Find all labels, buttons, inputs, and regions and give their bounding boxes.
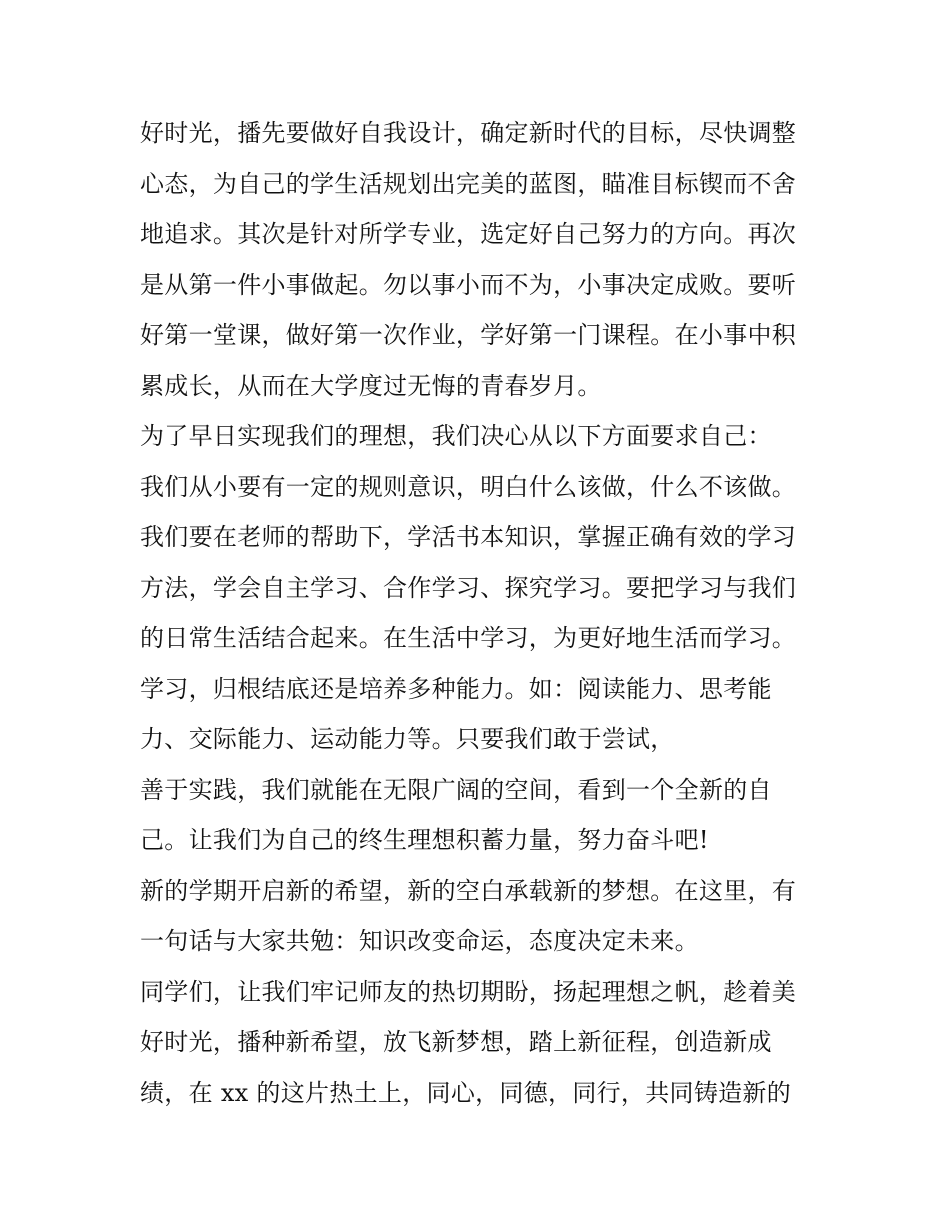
text-line: 己。让我们为自己的终生理想积蓄力量，努力奋斗吧! [140,826,709,854]
document-body [140,108,830,1118]
text-line: 方法，学会自主学习、合作学习、探究学习。要把学习与我们 [140,573,797,602]
text-line: 我们从小要有一定的规则意识，明白什么该做，什么不该做。 [140,472,797,501]
text-line: 新的学期开启新的希望，新的空白承载新的梦想。在这里，有 [140,876,797,905]
text-line: 力、交际能力、运动能力等。只要我们敢于尝试， [140,725,675,753]
text-line: 为了早日实现我们的理想，我们决心从以下方面要求自己： [140,422,772,450]
text-line: 好时光，播先要做好自我设计，确定新时代的目标，尽快调整 [140,119,797,147]
text-line: 好第一堂课，做好第一次作业，学好第一门课程。在小事中积 [140,321,797,349]
text-line: 绩，在 xx 的这片热土上，同心，同德，同行，共同铸造新的 [140,1078,792,1107]
text-line: 是从第一件小事做起。勿以事小而不为，小事决定成败。要听 [140,270,797,299]
text-line: 我们要在老师的帮助下，学活书本知识，掌握正确有效的学习 [140,523,797,551]
text-line: 心态，为自己的学生活规划出完美的蓝图，瞄准目标锲而不舍 [140,169,797,198]
text-line: 地追求。其次是针对所学专业，选定好自己努力的方向。再次 [140,220,797,248]
text-line: 善于实践，我们就能在无限广阔的空间，看到一个全新的自 [140,775,772,804]
text-line: 累成长，从而在大学度过无悔的青春岁月。 [140,371,602,400]
text-line: 的日常生活结合起来。在生活中学习，为更好地生活而学习。 [140,624,797,652]
text-line: 同学们，让我们牢记师友的热切期盼，扬起理想之帆，趁着美 [140,977,797,1006]
text-line: 一句话与大家共勉：知识改变命运，态度决定未来。 [140,927,699,955]
text-line: 学习，归根结底还是培养多种能力。如：阅读能力、思考能 [140,674,772,703]
text-line: 好时光，播种新希望，放飞新梦想，踏上新征程，创造新成 [140,1028,772,1056]
